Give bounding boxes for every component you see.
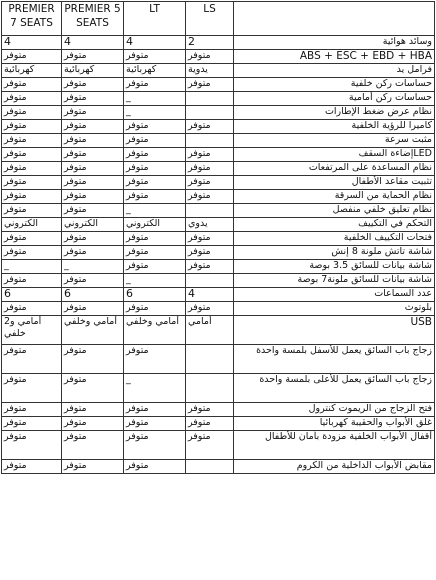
cell-premier7: متوفر xyxy=(2,50,62,64)
table-row xyxy=(2,36,435,50)
table-row xyxy=(2,92,435,106)
cell-premier7: متوفر xyxy=(2,403,62,417)
cell-premier7: متوفر xyxy=(2,246,62,260)
cell-feature: فتح الزجاج من الريموت كنترول xyxy=(234,403,435,417)
cell-premier5: متوفر xyxy=(62,431,124,460)
cell-feature: وسائد هوائية xyxy=(234,36,435,50)
cell-ls: متوفر xyxy=(186,176,234,190)
cell-premier7: متوفر xyxy=(2,232,62,246)
cell-lt: متوفر xyxy=(124,134,186,148)
cell-lt: _ xyxy=(124,274,186,288)
cell-ls xyxy=(186,204,234,218)
table-row xyxy=(2,260,435,274)
cell-premier7: متوفر xyxy=(2,176,62,190)
cell-lt: _ xyxy=(124,92,186,106)
cell-ls xyxy=(186,274,234,288)
cell-premier7: متوفر xyxy=(2,134,62,148)
cell-premier5: متوفر xyxy=(62,302,124,316)
cell-lt: متوفر xyxy=(124,302,186,316)
table-row xyxy=(2,64,435,78)
cell-ls: 2 xyxy=(186,36,234,50)
table-row xyxy=(2,417,435,431)
cell-premier5: متوفر xyxy=(62,176,124,190)
cell-ls xyxy=(186,345,234,374)
cell-ls: يدوية xyxy=(186,64,234,78)
cell-premier5: متوفر xyxy=(62,120,124,134)
cell-lt: 6 xyxy=(124,288,186,302)
cell-premier5: متوفر xyxy=(62,403,124,417)
cell-lt: متوفر xyxy=(124,148,186,162)
cell-feature: شاشة تاتش ملونة 8 إنش xyxy=(234,246,435,260)
cell-feature: نظام تعليق خلفي منفصل xyxy=(234,204,435,218)
cell-premier7: متوفر xyxy=(2,148,62,162)
cell-premier7: 6 xyxy=(2,288,62,302)
table-row xyxy=(2,50,435,64)
cell-lt: _ xyxy=(124,204,186,218)
cell-feature: نظام المساعدة على المرتفعات xyxy=(234,162,435,176)
cell-feature: نظام الحماية من السرقة xyxy=(234,190,435,204)
cell-feature: عدد السماعات xyxy=(234,288,435,302)
header-premier-7-seats: PREMIER 7 SEATS xyxy=(2,2,62,36)
cell-ls: يدوي xyxy=(186,218,234,232)
cell-premier5: متوفر xyxy=(62,374,124,403)
cell-feature: زجاج باب السائق يعمل للأعلى بلمسة واحدة xyxy=(234,374,435,403)
cell-feature: شاشة بيانات للسائق 3.5 بوصة xyxy=(234,260,435,274)
cell-premier7: أمامي و2 خلفي xyxy=(2,316,62,345)
table-row xyxy=(2,288,435,302)
cell-ls: متوفر xyxy=(186,246,234,260)
cell-premier5: الكتروني xyxy=(62,218,124,232)
cell-premier7: متوفر xyxy=(2,274,62,288)
cell-ls: متوفر xyxy=(186,148,234,162)
cell-premier7: متوفر xyxy=(2,78,62,92)
cell-ls xyxy=(186,92,234,106)
table-row xyxy=(2,374,435,403)
table-row xyxy=(2,78,435,92)
cell-feature: LEDإضاءة السقف xyxy=(234,148,435,162)
cell-lt: 4 xyxy=(124,36,186,50)
cell-feature: تثبيت مقاعد الأطفال xyxy=(234,176,435,190)
cell-feature: شاشة بيانات للسائق ملونة7 بوصة xyxy=(234,274,435,288)
cell-ls: متوفر xyxy=(186,403,234,417)
cell-premier5: متوفر xyxy=(62,92,124,106)
table-row xyxy=(2,120,435,134)
table-row xyxy=(2,246,435,260)
cell-ls: 4 xyxy=(186,288,234,302)
cell-lt: متوفر xyxy=(124,260,186,274)
cell-lt: _ xyxy=(124,374,186,403)
table-row xyxy=(2,274,435,288)
cell-ls: متوفر xyxy=(186,120,234,134)
cell-premier7: متوفر xyxy=(2,302,62,316)
cell-lt: متوفر xyxy=(124,417,186,431)
cell-ls: متوفر xyxy=(186,431,234,460)
table-row xyxy=(2,218,435,232)
table-row xyxy=(2,431,435,460)
table-row xyxy=(2,316,435,345)
cell-ls: متوفر xyxy=(186,78,234,92)
cell-feature: بلوتوث xyxy=(234,302,435,316)
table-row xyxy=(2,204,435,218)
cell-ls: متوفر xyxy=(186,302,234,316)
cell-feature: حساسات ركن أمامية xyxy=(234,92,435,106)
cell-premier7: متوفر xyxy=(2,120,62,134)
cell-premier7: متوفر xyxy=(2,345,62,374)
table-row xyxy=(2,134,435,148)
cell-premier5: _ xyxy=(62,260,124,274)
cell-lt: متوفر xyxy=(124,431,186,460)
cell-premier7: كهربائية xyxy=(2,64,62,78)
cell-premier5: متوفر xyxy=(62,274,124,288)
cell-premier7: متوفر xyxy=(2,460,62,474)
cell-premier5: 6 xyxy=(62,288,124,302)
cell-premier5: أمامي وخلفي xyxy=(62,316,124,345)
cell-premier5: متوفر xyxy=(62,204,124,218)
cell-feature: مقابض الأبواب الداخلية من الكروم xyxy=(234,460,435,474)
cell-premier7: متوفر xyxy=(2,106,62,120)
spec-table xyxy=(1,1,435,474)
cell-premier7: _ xyxy=(2,260,62,274)
cell-ls: متوفر xyxy=(186,260,234,274)
table-row xyxy=(2,302,435,316)
cell-premier5: متوفر xyxy=(62,345,124,374)
cell-premier7: متوفر xyxy=(2,417,62,431)
cell-lt: متوفر xyxy=(124,460,186,474)
cell-ls xyxy=(186,106,234,120)
cell-premier5: متوفر xyxy=(62,78,124,92)
cell-premier7: متوفر xyxy=(2,374,62,403)
cell-premier5: متوفر xyxy=(62,50,124,64)
cell-feature: حساسات ركن خلفية xyxy=(234,78,435,92)
header-lt: LT xyxy=(124,2,186,36)
cell-premier5: متوفر xyxy=(62,232,124,246)
cell-premier5: متوفر xyxy=(62,162,124,176)
cell-premier5: 4 xyxy=(62,36,124,50)
cell-ls: متوفر xyxy=(186,190,234,204)
cell-lt: متوفر xyxy=(124,120,186,134)
cell-premier7: متوفر xyxy=(2,431,62,460)
table-row xyxy=(2,460,435,474)
cell-feature: زجاج باب السائق يعمل للأسفل بلمسة واحدة xyxy=(234,345,435,374)
table-row xyxy=(2,345,435,374)
table-row xyxy=(2,190,435,204)
cell-premier5: متوفر xyxy=(62,106,124,120)
header-feature xyxy=(234,2,435,36)
header-premier-5-seats: PREMIER 5 SEATS xyxy=(62,2,124,36)
table-row xyxy=(2,232,435,246)
cell-ls xyxy=(186,374,234,403)
cell-lt: متوفر xyxy=(124,190,186,204)
cell-feature: فتحات التكييف الخلفية xyxy=(234,232,435,246)
cell-feature: غلق الأبواب والحقيبة كهربائيا xyxy=(234,417,435,431)
cell-premier7: متوفر xyxy=(2,204,62,218)
cell-ls xyxy=(186,460,234,474)
cell-feature: كاميرا للرؤية الخلفية xyxy=(234,120,435,134)
cell-premier7: متوفر xyxy=(2,162,62,176)
cell-feature: أقفال الأبواب الخلفية مزودة بأمان للأطفال xyxy=(234,431,435,460)
cell-ls: متوفر xyxy=(186,162,234,176)
cell-feature: ABS + ESC + EBD + HBA xyxy=(234,50,435,64)
cell-lt: متوفر xyxy=(124,403,186,417)
cell-premier5: متوفر xyxy=(62,417,124,431)
header-row xyxy=(2,2,435,36)
cell-lt: متوفر xyxy=(124,78,186,92)
table-row xyxy=(2,403,435,417)
cell-premier7: 4 xyxy=(2,36,62,50)
cell-premier5: متوفر xyxy=(62,190,124,204)
cell-premier7: الكتروني xyxy=(2,218,62,232)
cell-lt: _ xyxy=(124,106,186,120)
cell-ls: متوفر xyxy=(186,417,234,431)
cell-lt: متوفر xyxy=(124,50,186,64)
header-ls: LS xyxy=(186,2,234,36)
cell-feature: USB xyxy=(234,316,435,345)
table-row xyxy=(2,176,435,190)
cell-lt: أمامي وخلفي xyxy=(124,316,186,345)
cell-lt: متوفر xyxy=(124,162,186,176)
cell-ls: متوفر xyxy=(186,50,234,64)
cell-premier7: متوفر xyxy=(2,190,62,204)
cell-premier5: متوفر xyxy=(62,134,124,148)
cell-feature: فرامل يد xyxy=(234,64,435,78)
cell-premier5: متوفر xyxy=(62,246,124,260)
cell-lt: متوفر xyxy=(124,232,186,246)
cell-lt: كهربائية xyxy=(124,64,186,78)
cell-lt: الكتروني xyxy=(124,218,186,232)
cell-feature: نظام عرض ضغط الإطارات xyxy=(234,106,435,120)
cell-premier5: كهربائية xyxy=(62,64,124,78)
cell-ls xyxy=(186,134,234,148)
cell-lt: متوفر xyxy=(124,176,186,190)
table-row xyxy=(2,148,435,162)
cell-premier5: متوفر xyxy=(62,148,124,162)
cell-ls: أمامي xyxy=(186,316,234,345)
table-row xyxy=(2,162,435,176)
cell-premier7: متوفر xyxy=(2,92,62,106)
cell-premier5: متوفر xyxy=(62,460,124,474)
cell-ls: متوفر xyxy=(186,232,234,246)
cell-lt: متوفر xyxy=(124,345,186,374)
table-row xyxy=(2,106,435,120)
cell-feature: التحكم في التكييف xyxy=(234,218,435,232)
cell-lt: متوفر xyxy=(124,246,186,260)
cell-feature: مثبت سرعة xyxy=(234,134,435,148)
